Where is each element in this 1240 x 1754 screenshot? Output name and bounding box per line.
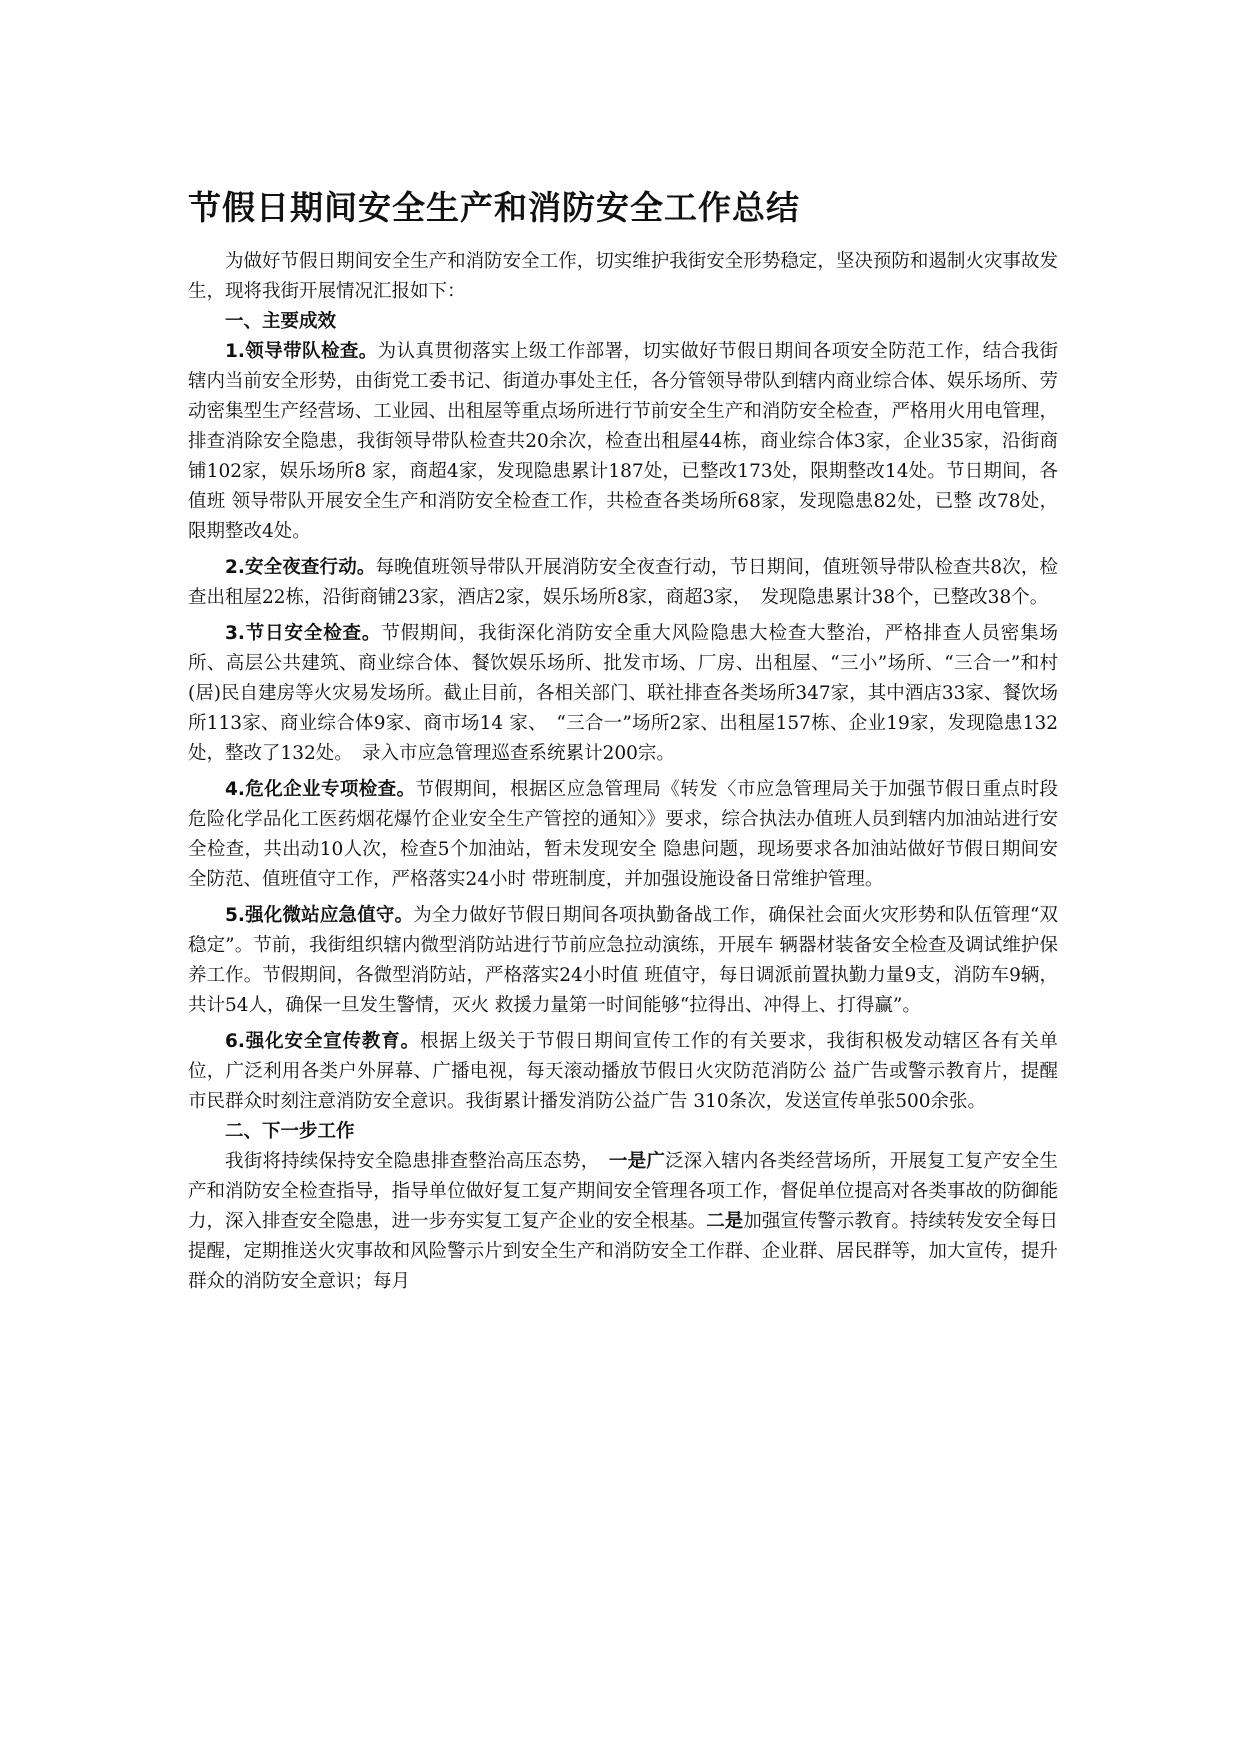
next-steps-point-1-text: 泛深入辖内各类经营场所，开展复工复产安全生产和消防安全检查指导，指导单位做好复工复产期间安全管理各项工作，督促单位提高对各类事故的防御能力，深入排查安全隐患，进一步夯实复工复产企业的安全根基。 [188, 1151, 1058, 1232]
item-lead-4: 4.危化企业专项检查。 [225, 779, 416, 800]
item-text-2: 每晚值班领导带队开展消防安全夜查行动，节日期间，值班领导带队检查共8次，检查出租屋22栋，沿街商铺23家，酒店2家，娱乐场所8家，商超3家， 发现隐患累计38个，已整改38个。 [188, 557, 1058, 608]
document-page [188, 185, 1058, 1297]
document-title: 节假日期间安全生产和消防安全工作总结 [188, 188, 800, 227]
item-paragraph-4 [188, 775, 1058, 895]
next-steps-paragraph [188, 1147, 1058, 1297]
next-steps-point-1-lead: 一是广 [608, 1151, 666, 1172]
item-paragraph-6 [188, 1027, 1058, 1117]
item-text-4: 节假期间，根据区应急管理局《转发〈市应急管理局关于加强节假日重点时段危险化学品化工医药烟花爆竹企业安全生产管控的通知〉》要求，综合执法办值班人员到辖内加油站进行安全检查，共出动10人次，检查5个加油站，暂未发现安全 隐患问题，现场要求各加油站做好节假日期间安全防范、值班值守工作，严格落实24小时 带班制度，并加强设施设备日常维护管理。 [188, 779, 1058, 890]
item-text-5: 为全力做好节假日期间各项执勤备战工作，确保社会面火灾形势和队伍管理“双稳定”。节前，我街组织辖内微型消防站进行节前应急拉动演练，开展车 辆器材装备安全检查及调试维护保养工作。节假期间，各微型消防站，严格落实24小时值 班值守，每日调派前置执勤力量9支，消防车9辆，共计54人，确保一旦发生警情，灭火 救援力量第一时间能够“拉得出、冲得上、打得赢”。 [188, 905, 1058, 1016]
section-heading-achievements: 一、主要成效 [225, 311, 337, 332]
next-steps-point-2-text: 加强宣传警示教育。持续转发安全每日提醒，定期推送火灾事故和风险警示片到安全生产和消防安全工作群、企业群、居民群等，加大宣传，提升群众的消防安全意识；每月 [188, 1211, 1058, 1292]
intro-paragraph: 为做好节假日期间安全生产和消防安全工作，切实维护我街安全形势稳定，坚决预防和遏制火灾事故发生，现将我街开展情况汇报如下： [188, 251, 1058, 302]
item-lead-3: 3.节日安全检查。 [225, 623, 382, 644]
item-text-1: 为认真贯彻落实上级工作部署，切实做好节假日期间各项安全防范工作，结合我街辖内当前安全形势，由街党工委书记、街道办事处主任，各分管领导带队到辖内商业综合体、娱乐场所、劳动密集型生产经营场、工业园、出租屋等重点场所进行节前安全生产和消防安全检查，严格用火用电管理，排查消除安全隐患，我街领导带队检查共20余次，检查出租屋44栋，商业综合体3家，企业35家，沿街商铺102家，娱乐场所8 家，商超4家，发现隐患累计187处，已整改173处，限期整改14处。节日期间，各值班 领导带队开展安全生产和消防安全检查工作，共检查各类场所68家，发现隐患82处，已整 改78处，限期整改4处。 [188, 341, 1058, 542]
item-lead-6: 6.强化安全宣传教育。 [225, 1031, 420, 1052]
item-lead-5: 5.强化微站应急值守。 [225, 905, 414, 926]
item-lead-2: 2.安全夜查行动。 [225, 557, 376, 578]
item-paragraph-1 [188, 337, 1058, 547]
next-steps-intro: 我街将持续保持安全隐患排查整治高压态势， [225, 1151, 609, 1172]
item-text-6: 根据上级关于节假日期间宣传工作的有关要求，我街积极发动辖区各有关单位，广泛利用各类户外屏幕、广播电视，每天滚动播放节假日火灾防范消防公 益广告或警示教育片，提醒市民群众时刻注意消防安全意识。我街累计播发消防公益广告 310条次，发送宣传单张500余张。 [188, 1031, 1058, 1112]
item-paragraph-5 [188, 901, 1058, 1021]
next-steps-point-2-lead: 二是 [706, 1211, 744, 1232]
item-paragraph-3 [188, 619, 1058, 769]
item-paragraph-2 [188, 553, 1058, 613]
item-text-3: 节假期间，我街深化消防安全重大风险隐患大检查大整治，严格排查人员密集场所、高层公共建筑、商业综合体、餐饮娱乐场所、批发市场、厂房、出租屋、“三小”场所、“三合一”和村(居)民自建房等火灾易发场所。截止目前，各相关部门、联社排查各类场所347家，其中酒店33家、餐饮场所113家、商业综合体9家、商市场14 家、 “三合一”场所2家、出租屋157栋、企业19家，发现隐患132处，整改了132处。 录入市应急管理巡查系统累计200宗。 [188, 623, 1058, 764]
section-heading-next-steps: 二、下一步工作 [225, 1121, 355, 1142]
item-lead-1: 1.领导带队检查。 [225, 341, 378, 362]
